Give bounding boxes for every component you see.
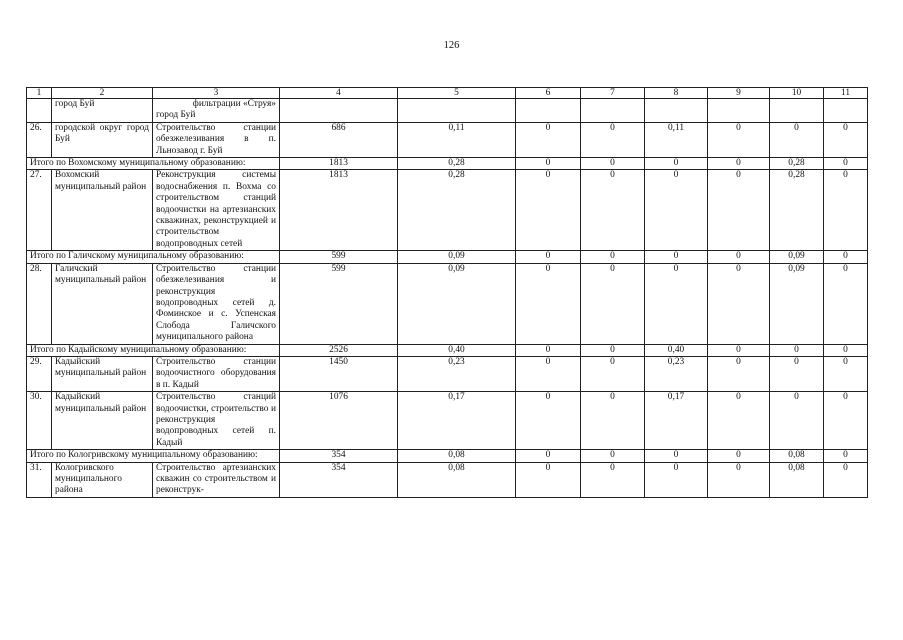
subtotal-label: Итого по Вохомскому муниципальному образованию: <box>27 158 280 170</box>
value-cell: 0 <box>645 263 708 344</box>
header-row <box>27 88 868 99</box>
header-cell: 10 <box>770 88 824 99</box>
value-cell: 354 <box>280 450 398 462</box>
value-cell: 0 <box>824 462 868 497</box>
value-cell: 0 <box>824 251 868 263</box>
value-cell: 0,28 <box>770 170 824 251</box>
value-cell: 0,08 <box>770 450 824 462</box>
value-cell: 0 <box>516 462 581 497</box>
value-cell: 0,28 <box>398 170 516 251</box>
project-cell: Строительство станций водоочистки, строительство и реконструкция водопроводных сетей п. Кадый <box>153 392 280 450</box>
subtotal-label: Итого по Кадыйскому муниципальному образованию: <box>27 344 280 356</box>
value-cell: 0 <box>516 392 581 450</box>
investment-table <box>26 87 868 498</box>
project-cell: Строительство артезианских скважин со строительством и реконструк- <box>153 462 280 497</box>
project-cell: Строительство станции обезжелезивания в п. Льнозавод г. Буй <box>153 122 280 157</box>
value-cell: 0 <box>708 170 770 251</box>
row-number: 30. <box>27 392 52 450</box>
value-cell: 599 <box>280 251 398 263</box>
table-row <box>27 462 868 497</box>
subtotal-row <box>27 251 868 263</box>
subtotal-row <box>27 450 868 462</box>
value-cell: 0 <box>645 251 708 263</box>
municipality-cell: Галичский муниципальный район <box>52 263 153 344</box>
project-cell: Реконструкция системы водоснабжения п. Вохма со строительством станций водоочистки на артезианских скважинах, реконструкцией и строительством водопроводных сетей <box>153 170 280 251</box>
value-cell: 0,11 <box>645 122 708 157</box>
value-cell: 0 <box>516 263 581 344</box>
value-cell: 0 <box>708 344 770 356</box>
value-cell: 0 <box>516 170 581 251</box>
value-cell: 354 <box>280 462 398 497</box>
value-cell: 1450 <box>280 356 398 391</box>
table-row <box>27 392 868 450</box>
value-cell: 0 <box>708 462 770 497</box>
header-cell: 2 <box>52 88 153 99</box>
value-cell: 0,09 <box>770 263 824 344</box>
value-cell: 0 <box>581 170 645 251</box>
value-cell: 0,09 <box>398 251 516 263</box>
project-cell: Строительство станции обезжелезивания и реконструкция водопроводных сетей д. Фоминское и с. Успенская Слобода Галичского муниципального района <box>153 263 280 344</box>
table-row <box>27 263 868 344</box>
header-cell: 7 <box>581 88 645 99</box>
row-number: 29. <box>27 356 52 391</box>
project-cell: фильтрации «Струя» город Буй <box>153 99 280 123</box>
row-number: 28. <box>27 263 52 344</box>
value-cell: 0 <box>708 122 770 157</box>
value-cell: 0,08 <box>770 462 824 497</box>
value-cell: 0 <box>770 344 824 356</box>
value-cell: 0 <box>708 263 770 344</box>
value-cell: 0,09 <box>770 251 824 263</box>
municipality-cell: Кадыйский муниципальный район <box>52 392 153 450</box>
value-cell: 686 <box>280 122 398 157</box>
subtotal-row <box>27 344 868 356</box>
header-cell: 1 <box>27 88 52 99</box>
value-cell: 0 <box>516 251 581 263</box>
value-cell: 0 <box>581 344 645 356</box>
header-cell: 4 <box>280 88 398 99</box>
value-cell: 0 <box>824 158 868 170</box>
value-cell: 0 <box>824 450 868 462</box>
value-cell: 0 <box>708 356 770 391</box>
value-cell: 0,17 <box>398 392 516 450</box>
value-cell: 0 <box>708 251 770 263</box>
value-cell: 0 <box>581 251 645 263</box>
value-cell: 0,28 <box>770 158 824 170</box>
value-cell: 0 <box>770 356 824 391</box>
value-cell: 2526 <box>280 344 398 356</box>
value-cell: 0 <box>516 356 581 391</box>
subtotal-label: Итого по Кологривскому муниципальному образованию: <box>27 450 280 462</box>
value-cell: 0 <box>581 122 645 157</box>
value-cell: 0 <box>581 263 645 344</box>
value-cell: 0,08 <box>398 462 516 497</box>
value-cell: 0,23 <box>645 356 708 391</box>
value-cell: 1813 <box>280 158 398 170</box>
value-cell: 0 <box>645 450 708 462</box>
value-cell: 0,11 <box>398 122 516 157</box>
value-cell: 0 <box>824 263 868 344</box>
value-cell: 0 <box>581 450 645 462</box>
value-cell: 0 <box>516 158 581 170</box>
value-cell: 0 <box>516 122 581 157</box>
value-cell: 0 <box>581 158 645 170</box>
value-cell: 1813 <box>280 170 398 251</box>
row-number: 31. <box>27 462 52 497</box>
value-cell: 599 <box>280 263 398 344</box>
header-cell: 9 <box>708 88 770 99</box>
page-number: 126 <box>443 40 460 51</box>
value-cell: 0 <box>581 392 645 450</box>
value-cell: 0 <box>581 462 645 497</box>
value-cell: 0 <box>824 392 868 450</box>
value-cell: 0 <box>824 356 868 391</box>
value-cell: 0,40 <box>645 344 708 356</box>
value-cell: 0,28 <box>398 158 516 170</box>
value-cell: 0 <box>581 356 645 391</box>
value-cell: 0 <box>645 170 708 251</box>
project-cell: Строительство станции водоочистного оборудования в п. Кадый <box>153 356 280 391</box>
subtotal-label: Итого по Галичскому муниципальному образованию: <box>27 251 280 263</box>
value-cell: 0,17 <box>645 392 708 450</box>
municipality-cell: городской округ город Буй <box>52 122 153 157</box>
table-row <box>27 170 868 251</box>
value-cell: 0 <box>516 450 581 462</box>
value-cell: 0 <box>824 122 868 157</box>
municipality-cell: Кадыйский муниципальный район <box>52 356 153 391</box>
value-cell: 0 <box>708 392 770 450</box>
header-cell: 6 <box>516 88 581 99</box>
subtotal-row <box>27 158 868 170</box>
municipality-cell: Кологривского муниципального района <box>52 462 153 497</box>
value-cell: 1076 <box>280 392 398 450</box>
value-cell: 0 <box>645 462 708 497</box>
header-cell: 11 <box>824 88 868 99</box>
value-cell: 0 <box>645 158 708 170</box>
value-cell: 0,08 <box>398 450 516 462</box>
value-cell: 0,09 <box>398 263 516 344</box>
value-cell: 0 <box>770 392 824 450</box>
table-row <box>27 356 868 391</box>
municipality-cell: город Буй <box>52 99 153 123</box>
row-number: 27. <box>27 170 52 251</box>
value-cell: 0 <box>824 344 868 356</box>
table-row <box>27 99 868 123</box>
value-cell: 0,23 <box>398 356 516 391</box>
header-cell: 3 <box>153 88 280 99</box>
value-cell: 0 <box>708 158 770 170</box>
header-cell: 8 <box>645 88 708 99</box>
value-cell: 0 <box>770 122 824 157</box>
table-row <box>27 122 868 157</box>
value-cell: 0 <box>824 170 868 251</box>
value-cell: 0 <box>516 344 581 356</box>
municipality-cell: Вохомский муниципальный район <box>52 170 153 251</box>
value-cell: 0,40 <box>398 344 516 356</box>
value-cell: 0 <box>708 450 770 462</box>
row-number: 26. <box>27 122 52 157</box>
header-cell: 5 <box>398 88 516 99</box>
